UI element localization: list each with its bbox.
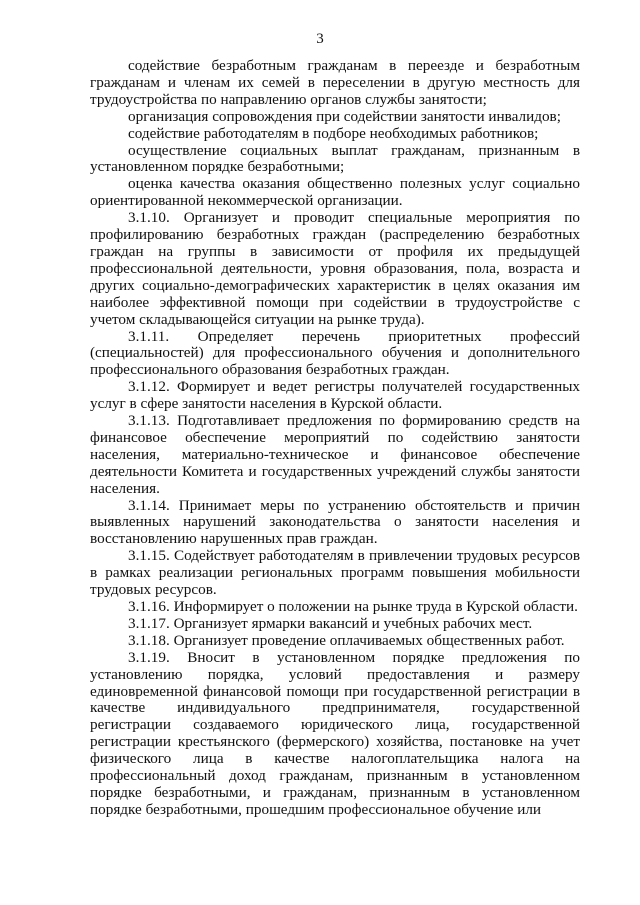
paragraph-3-1-16: 3.1.16. Информирует о положении на рынке труда в Курской области. [128, 598, 578, 615]
paragraph-3-1-12: 3.1.12. Формирует и ведет регистры получателей государственных услуг в сфере занятости населения в Курской области. [90, 378, 580, 413]
paragraph-3-1-17: 3.1.17. Организует ярмарки вакансий и учебных рабочих мест. [128, 614, 533, 632]
paragraph-quality-assessment: оценка качества оказания общественно полезных услуг социально ориентированной некоммерческой организации. [90, 175, 580, 210]
paragraph-relocation-assistance: содействие безработным гражданам в переезде и безработным гражданам и членам их семей в переселении в другую местность для трудоустройства по направлению органов службы занятости; [90, 57, 580, 108]
paragraph-3-1-14: 3.1.14. Принимает меры по устранению обстоятельств и причин выявленных нарушений законодательства о занятости населения и восстановлению нарушенных прав граждан. [90, 496, 580, 548]
paragraph-disabled-support: организация сопровождения при содействии занятости инвалидов; [128, 107, 561, 125]
paragraph-3-1-19: 3.1.19. Вносит в установленном порядке предложения по установлению порядка, условий предоставления и размеру единовременной финансовой помощи при государственной регистрации в качестве индивидуального предпринимателя, государственной регистрации создаваемого юридического лица, государственной регистрации крестьянского (фермерского) хозяйства, постановке на учет физического лица в качестве налогоплательщика налога на профессиональный доход гражданам, признанным в установленном порядке безработными, и гражданам, признанным в установленном порядке безработными, прошедшим профессиональное обучение или [90, 648, 580, 818]
paragraph-3-1-18: 3.1.18. Организует проведение оплачиваемых общественных работ. [128, 631, 565, 649]
paragraph-3-1-11: 3.1.11. Определяет перечень приоритетных профессий (специальностей) для профессионального обучения и дополнительного профессионального образования безработных граждан. [90, 327, 580, 379]
paragraph-3-1-10: 3.1.10. Организует и проводит специальные мероприятия по профилированию безработных граждан (распределению безработных граждан на группы в зависимости от профиля их предыдущей профессиональной деятельности, уровня образования, пола, возраста и других социально-демографических характеристик в целях оказания им наиболее эффективной помощи при содействии в трудоустройстве с учетом складывающейся ситуации на рынке труда). [90, 209, 580, 328]
paragraph-3-1-15: 3.1.15. Содействует работодателям в привлечении трудовых ресурсов в рамках реализации региональных программ повышения мобильности трудовых ресурсов. [90, 547, 580, 599]
paragraph-3-1-13: 3.1.13. Подготавливает предложения по формированию средств на финансовое обеспечение мероприятий по содействию занятости населения, материально-техническое и финансовое обеспечение деятельности Комитета и государственных учреждений службы занятости населения. [90, 412, 580, 497]
paragraph-social-payments: осуществление социальных выплат гражданам, признанным в установленном порядке безработными; [90, 141, 580, 176]
paragraph-employer-assistance: содействие работодателям в подборе необходимых работников; [128, 124, 539, 142]
document-body [90, 58, 580, 819]
page-number: 3 [316, 31, 324, 47]
